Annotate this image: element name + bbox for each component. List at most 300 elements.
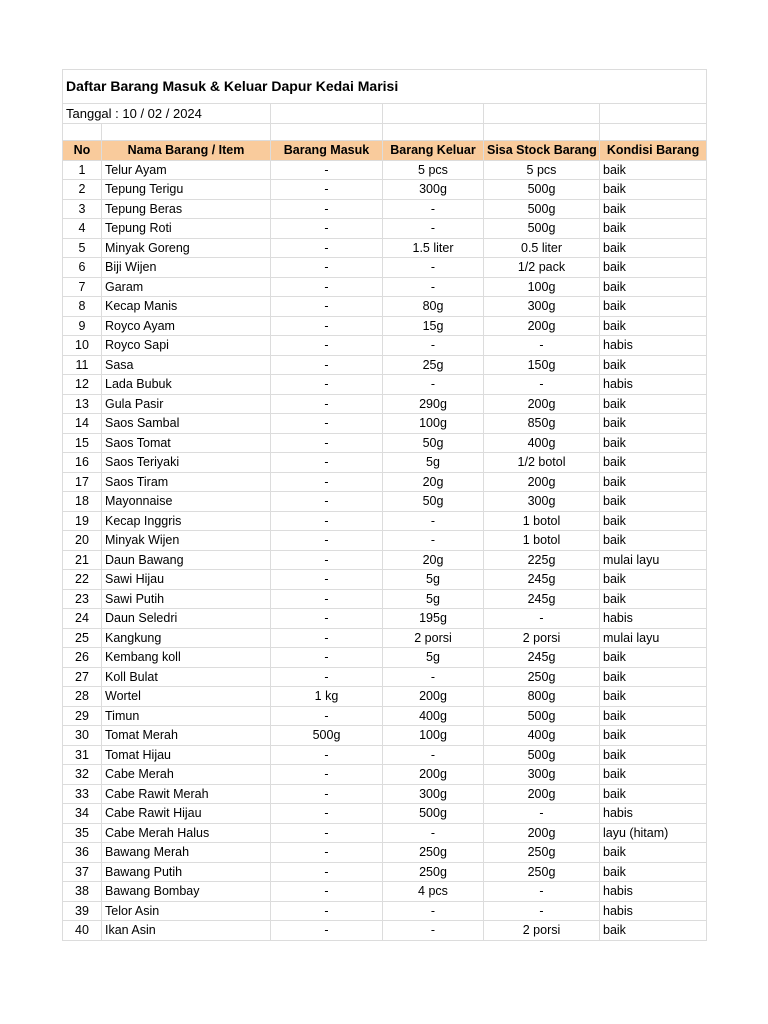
item-name-cell[interactable]: Daun Bawang bbox=[102, 550, 271, 570]
outgoing-cell[interactable]: 100g bbox=[383, 414, 484, 434]
table-row bbox=[63, 180, 707, 200]
outgoing-cell[interactable]: 5g bbox=[383, 570, 484, 590]
item-name-cell[interactable]: Saos Teriyaki bbox=[102, 453, 271, 473]
row-number-cell[interactable]: 33 bbox=[63, 784, 102, 804]
empty-cell[interactable] bbox=[383, 124, 484, 141]
row-number-cell[interactable]: 7 bbox=[63, 277, 102, 297]
incoming-cell[interactable]: - bbox=[271, 628, 383, 648]
outgoing-cell[interactable]: 5g bbox=[383, 648, 484, 668]
condition-cell[interactable]: baik bbox=[600, 843, 707, 863]
empty-cell[interactable] bbox=[484, 104, 600, 124]
remaining-stock-cell[interactable]: 500g bbox=[484, 219, 600, 239]
outgoing-cell[interactable]: 5g bbox=[383, 589, 484, 609]
incoming-cell[interactable]: - bbox=[271, 355, 383, 375]
row-number-cell[interactable]: 16 bbox=[63, 453, 102, 473]
row-number-cell[interactable]: 35 bbox=[63, 823, 102, 843]
incoming-cell[interactable]: - bbox=[271, 901, 383, 921]
row-number-cell[interactable]: 19 bbox=[63, 511, 102, 531]
outgoing-cell[interactable]: - bbox=[383, 745, 484, 765]
row-number-cell[interactable]: 17 bbox=[63, 472, 102, 492]
remaining-stock-cell[interactable]: 5 pcs bbox=[484, 160, 600, 180]
condition-cell[interactable]: baik bbox=[600, 238, 707, 258]
remaining-stock-cell[interactable]: - bbox=[484, 882, 600, 902]
column-header-item[interactable]: Nama Barang / Item bbox=[102, 141, 271, 161]
empty-cell[interactable] bbox=[63, 124, 102, 141]
table-row bbox=[63, 297, 707, 317]
table-row bbox=[63, 882, 707, 902]
item-name-cell[interactable]: Kembang koll bbox=[102, 648, 271, 668]
row-number-cell[interactable]: 24 bbox=[63, 609, 102, 629]
remaining-stock-cell[interactable]: 225g bbox=[484, 550, 600, 570]
condition-cell[interactable]: habis bbox=[600, 375, 707, 395]
row-number-cell[interactable]: 15 bbox=[63, 433, 102, 453]
remaining-stock-cell[interactable]: 2 porsi bbox=[484, 628, 600, 648]
condition-cell[interactable]: baik bbox=[600, 180, 707, 200]
remaining-stock-cell[interactable]: 300g bbox=[484, 492, 600, 512]
row-number-cell[interactable]: 21 bbox=[63, 550, 102, 570]
table-row bbox=[63, 492, 707, 512]
condition-cell[interactable]: baik bbox=[600, 355, 707, 375]
item-name-cell[interactable]: Tepung Terigu bbox=[102, 180, 271, 200]
item-name-cell[interactable]: Koll Bulat bbox=[102, 667, 271, 687]
item-name-cell[interactable]: Sasa bbox=[102, 355, 271, 375]
table-body bbox=[63, 160, 707, 940]
table-row bbox=[63, 336, 707, 356]
incoming-cell[interactable]: - bbox=[271, 258, 383, 278]
column-header-incoming[interactable]: Barang Masuk bbox=[271, 141, 383, 161]
condition-cell[interactable]: baik bbox=[600, 687, 707, 707]
condition-cell[interactable]: baik bbox=[600, 297, 707, 317]
empty-cell[interactable] bbox=[271, 124, 383, 141]
outgoing-cell[interactable]: 500g bbox=[383, 804, 484, 824]
outgoing-cell[interactable]: 250g bbox=[383, 843, 484, 863]
table-row bbox=[63, 433, 707, 453]
incoming-cell[interactable]: - bbox=[271, 297, 383, 317]
condition-cell[interactable]: baik bbox=[600, 433, 707, 453]
column-header-no[interactable]: No bbox=[63, 141, 102, 161]
condition-cell[interactable]: baik bbox=[600, 316, 707, 336]
remaining-stock-cell[interactable]: 400g bbox=[484, 726, 600, 746]
condition-cell[interactable]: baik bbox=[600, 277, 707, 297]
item-name-cell[interactable]: Royco Ayam bbox=[102, 316, 271, 336]
table-row bbox=[63, 648, 707, 668]
item-name-cell[interactable]: Telor Asin bbox=[102, 901, 271, 921]
condition-cell[interactable]: layu (hitam) bbox=[600, 823, 707, 843]
sheet-title[interactable]: Daftar Barang Masuk & Keluar Dapur Kedai Marisi bbox=[63, 70, 707, 104]
table-row bbox=[63, 745, 707, 765]
header-row bbox=[63, 141, 707, 161]
remaining-stock-cell[interactable]: 400g bbox=[484, 433, 600, 453]
condition-cell[interactable]: baik bbox=[600, 726, 707, 746]
incoming-cell[interactable]: - bbox=[271, 277, 383, 297]
item-name-cell[interactable]: Wortel bbox=[102, 687, 271, 707]
incoming-cell[interactable]: - bbox=[271, 433, 383, 453]
outgoing-cell[interactable]: 200g bbox=[383, 765, 484, 785]
row-number-cell[interactable]: 26 bbox=[63, 648, 102, 668]
outgoing-cell[interactable]: 80g bbox=[383, 297, 484, 317]
row-number-cell[interactable]: 39 bbox=[63, 901, 102, 921]
item-name-cell[interactable]: Timun bbox=[102, 706, 271, 726]
outgoing-cell[interactable]: - bbox=[383, 667, 484, 687]
table-row bbox=[63, 355, 707, 375]
item-name-cell[interactable]: Mayonnaise bbox=[102, 492, 271, 512]
incoming-cell[interactable]: - bbox=[271, 453, 383, 473]
incoming-cell[interactable]: - bbox=[271, 492, 383, 512]
row-number-cell[interactable]: 36 bbox=[63, 843, 102, 863]
remaining-stock-cell[interactable]: 300g bbox=[484, 297, 600, 317]
remaining-stock-cell[interactable]: 250g bbox=[484, 843, 600, 863]
row-number-cell[interactable]: 25 bbox=[63, 628, 102, 648]
table-row bbox=[63, 667, 707, 687]
condition-cell[interactable]: baik bbox=[600, 199, 707, 219]
condition-cell[interactable]: baik bbox=[600, 531, 707, 551]
incoming-cell[interactable]: - bbox=[271, 862, 383, 882]
condition-cell[interactable]: baik bbox=[600, 258, 707, 278]
condition-cell[interactable]: baik bbox=[600, 219, 707, 239]
row-number-cell[interactable]: 37 bbox=[63, 862, 102, 882]
condition-cell[interactable]: baik bbox=[600, 648, 707, 668]
table-row bbox=[63, 921, 707, 941]
item-name-cell[interactable]: Royco Sapi bbox=[102, 336, 271, 356]
outgoing-cell[interactable]: 20g bbox=[383, 472, 484, 492]
row-number-cell[interactable]: 14 bbox=[63, 414, 102, 434]
condition-cell[interactable]: baik bbox=[600, 765, 707, 785]
condition-cell[interactable]: baik bbox=[600, 921, 707, 941]
incoming-cell[interactable]: - bbox=[271, 609, 383, 629]
remaining-stock-cell[interactable]: 150g bbox=[484, 355, 600, 375]
item-name-cell[interactable]: Tepung Roti bbox=[102, 219, 271, 239]
item-name-cell[interactable]: Saos Tiram bbox=[102, 472, 271, 492]
remaining-stock-cell[interactable]: 100g bbox=[484, 277, 600, 297]
condition-cell[interactable]: baik bbox=[600, 570, 707, 590]
remaining-stock-cell[interactable]: 200g bbox=[484, 784, 600, 804]
row-number-cell[interactable]: 4 bbox=[63, 219, 102, 239]
remaining-stock-cell[interactable]: - bbox=[484, 804, 600, 824]
outgoing-cell[interactable]: 5 pcs bbox=[383, 160, 484, 180]
outgoing-cell[interactable]: 300g bbox=[383, 180, 484, 200]
condition-cell[interactable]: baik bbox=[600, 784, 707, 804]
remaining-stock-cell[interactable]: 850g bbox=[484, 414, 600, 434]
row-number-cell[interactable]: 30 bbox=[63, 726, 102, 746]
outgoing-cell[interactable]: 15g bbox=[383, 316, 484, 336]
outgoing-cell[interactable]: - bbox=[383, 336, 484, 356]
table-row bbox=[63, 784, 707, 804]
item-name-cell[interactable]: Ikan Asin bbox=[102, 921, 271, 941]
incoming-cell[interactable]: - bbox=[271, 550, 383, 570]
row-number-cell[interactable]: 22 bbox=[63, 570, 102, 590]
outgoing-cell[interactable]: 50g bbox=[383, 433, 484, 453]
item-name-cell[interactable]: Daun Seledri bbox=[102, 609, 271, 629]
remaining-stock-cell[interactable]: 0.5 liter bbox=[484, 238, 600, 258]
item-name-cell[interactable]: Tepung Beras bbox=[102, 199, 271, 219]
row-number-cell[interactable]: 38 bbox=[63, 882, 102, 902]
outgoing-cell[interactable]: 2 porsi bbox=[383, 628, 484, 648]
item-name-cell[interactable]: Cabe Rawit Merah bbox=[102, 784, 271, 804]
row-number-cell[interactable]: 8 bbox=[63, 297, 102, 317]
condition-cell[interactable]: mulai layu bbox=[600, 550, 707, 570]
table-row bbox=[63, 511, 707, 531]
outgoing-cell[interactable]: - bbox=[383, 277, 484, 297]
item-name-cell[interactable]: Gula Pasir bbox=[102, 394, 271, 414]
item-name-cell[interactable]: Saos Tomat bbox=[102, 433, 271, 453]
incoming-cell[interactable]: - bbox=[271, 921, 383, 941]
outgoing-cell[interactable]: 20g bbox=[383, 550, 484, 570]
column-header-condition[interactable]: Kondisi Barang bbox=[600, 141, 707, 161]
inventory-table bbox=[62, 69, 707, 941]
remaining-stock-cell[interactable]: 500g bbox=[484, 180, 600, 200]
condition-cell[interactable]: baik bbox=[600, 472, 707, 492]
table-row bbox=[63, 550, 707, 570]
table-row bbox=[63, 414, 707, 434]
condition-cell[interactable]: baik bbox=[600, 862, 707, 882]
remaining-stock-cell[interactable]: 1/2 botol bbox=[484, 453, 600, 473]
outgoing-cell[interactable]: - bbox=[383, 531, 484, 551]
incoming-cell[interactable]: - bbox=[271, 784, 383, 804]
incoming-cell[interactable]: - bbox=[271, 648, 383, 668]
remaining-stock-cell[interactable]: 250g bbox=[484, 862, 600, 882]
row-number-cell[interactable]: 1 bbox=[63, 160, 102, 180]
remaining-stock-cell[interactable]: - bbox=[484, 609, 600, 629]
remaining-stock-cell[interactable]: - bbox=[484, 375, 600, 395]
item-name-cell[interactable]: Garam bbox=[102, 277, 271, 297]
outgoing-cell[interactable]: 300g bbox=[383, 784, 484, 804]
empty-cell[interactable] bbox=[383, 104, 484, 124]
incoming-cell[interactable]: - bbox=[271, 316, 383, 336]
condition-cell[interactable]: baik bbox=[600, 706, 707, 726]
outgoing-cell[interactable]: 25g bbox=[383, 355, 484, 375]
row-number-cell[interactable]: 28 bbox=[63, 687, 102, 707]
outgoing-cell[interactable]: 195g bbox=[383, 609, 484, 629]
item-name-cell[interactable]: Bawang Merah bbox=[102, 843, 271, 863]
row-number-cell[interactable]: 3 bbox=[63, 199, 102, 219]
incoming-cell[interactable]: - bbox=[271, 589, 383, 609]
row-number-cell[interactable]: 6 bbox=[63, 258, 102, 278]
remaining-stock-cell[interactable]: - bbox=[484, 336, 600, 356]
condition-cell[interactable]: mulai layu bbox=[600, 628, 707, 648]
outgoing-cell[interactable]: 100g bbox=[383, 726, 484, 746]
condition-cell[interactable]: baik bbox=[600, 745, 707, 765]
outgoing-cell[interactable]: 4 pcs bbox=[383, 882, 484, 902]
outgoing-cell[interactable]: - bbox=[383, 823, 484, 843]
outgoing-cell[interactable]: - bbox=[383, 219, 484, 239]
item-name-cell[interactable]: Tomat Hijau bbox=[102, 745, 271, 765]
remaining-stock-cell[interactable]: 250g bbox=[484, 667, 600, 687]
remaining-stock-cell[interactable]: 200g bbox=[484, 316, 600, 336]
incoming-cell[interactable]: - bbox=[271, 823, 383, 843]
row-number-cell[interactable]: 34 bbox=[63, 804, 102, 824]
table-row bbox=[63, 862, 707, 882]
incoming-cell[interactable]: - bbox=[271, 843, 383, 863]
table-row bbox=[63, 570, 707, 590]
row-number-cell[interactable]: 18 bbox=[63, 492, 102, 512]
row-number-cell[interactable]: 9 bbox=[63, 316, 102, 336]
remaining-stock-cell[interactable]: 200g bbox=[484, 472, 600, 492]
empty-cell[interactable] bbox=[600, 104, 707, 124]
item-name-cell[interactable]: Saos Sambal bbox=[102, 414, 271, 434]
remaining-stock-cell[interactable]: 2 porsi bbox=[484, 921, 600, 941]
table-row bbox=[63, 726, 707, 746]
incoming-cell[interactable]: - bbox=[271, 336, 383, 356]
outgoing-cell[interactable]: 200g bbox=[383, 687, 484, 707]
incoming-cell[interactable]: - bbox=[271, 511, 383, 531]
item-name-cell[interactable]: Tomat Merah bbox=[102, 726, 271, 746]
outgoing-cell[interactable]: - bbox=[383, 375, 484, 395]
condition-cell[interactable]: baik bbox=[600, 414, 707, 434]
item-name-cell[interactable]: Kangkung bbox=[102, 628, 271, 648]
row-number-cell[interactable]: 27 bbox=[63, 667, 102, 687]
outgoing-cell[interactable]: 250g bbox=[383, 862, 484, 882]
column-header-outgoing[interactable]: Barang Keluar bbox=[383, 141, 484, 161]
table-row bbox=[63, 394, 707, 414]
outgoing-cell[interactable]: 290g bbox=[383, 394, 484, 414]
outgoing-cell[interactable]: - bbox=[383, 258, 484, 278]
remaining-stock-cell[interactable]: 245g bbox=[484, 648, 600, 668]
item-name-cell[interactable]: Cabe Rawit Hijau bbox=[102, 804, 271, 824]
incoming-cell[interactable]: - bbox=[271, 160, 383, 180]
blank-row bbox=[63, 124, 707, 141]
empty-cell[interactable] bbox=[271, 104, 383, 124]
item-name-cell[interactable]: Cabe Merah bbox=[102, 765, 271, 785]
row-number-cell[interactable]: 32 bbox=[63, 765, 102, 785]
incoming-cell[interactable]: - bbox=[271, 414, 383, 434]
date-label[interactable]: Tanggal : 10 / 02 / 2024 bbox=[63, 104, 271, 124]
remaining-stock-cell[interactable]: 1 botol bbox=[484, 511, 600, 531]
item-name-cell[interactable]: Bawang Putih bbox=[102, 862, 271, 882]
table-row bbox=[63, 687, 707, 707]
row-number-cell[interactable]: 2 bbox=[63, 180, 102, 200]
row-number-cell[interactable]: 11 bbox=[63, 355, 102, 375]
condition-cell[interactable]: habis bbox=[600, 609, 707, 629]
incoming-cell[interactable]: - bbox=[271, 394, 383, 414]
item-name-cell[interactable]: Kecap Inggris bbox=[102, 511, 271, 531]
incoming-cell[interactable]: 1 kg bbox=[271, 687, 383, 707]
table-row bbox=[63, 219, 707, 239]
condition-cell[interactable]: habis bbox=[600, 804, 707, 824]
outgoing-cell[interactable]: - bbox=[383, 199, 484, 219]
table-row bbox=[63, 316, 707, 336]
row-number-cell[interactable]: 31 bbox=[63, 745, 102, 765]
incoming-cell[interactable]: - bbox=[271, 804, 383, 824]
outgoing-cell[interactable]: - bbox=[383, 901, 484, 921]
spreadsheet bbox=[62, 69, 706, 941]
item-name-cell[interactable]: Sawi Hijau bbox=[102, 570, 271, 590]
condition-cell[interactable]: baik bbox=[600, 160, 707, 180]
remaining-stock-cell[interactable]: 500g bbox=[484, 706, 600, 726]
table-row bbox=[63, 258, 707, 278]
incoming-cell[interactable]: - bbox=[271, 706, 383, 726]
table-row bbox=[63, 706, 707, 726]
outgoing-cell[interactable]: - bbox=[383, 921, 484, 941]
empty-cell[interactable] bbox=[102, 124, 271, 141]
outgoing-cell[interactable]: 1.5 liter bbox=[383, 238, 484, 258]
table-row bbox=[63, 823, 707, 843]
condition-cell[interactable]: habis bbox=[600, 882, 707, 902]
incoming-cell[interactable]: - bbox=[271, 531, 383, 551]
row-number-cell[interactable]: 10 bbox=[63, 336, 102, 356]
title-row bbox=[63, 70, 707, 104]
remaining-stock-cell[interactable]: 245g bbox=[484, 589, 600, 609]
table-row bbox=[63, 609, 707, 629]
remaining-stock-cell[interactable]: - bbox=[484, 901, 600, 921]
empty-cell[interactable] bbox=[600, 124, 707, 141]
incoming-cell[interactable]: - bbox=[271, 219, 383, 239]
row-number-cell[interactable]: 12 bbox=[63, 375, 102, 395]
condition-cell[interactable]: baik bbox=[600, 453, 707, 473]
condition-cell[interactable]: baik bbox=[600, 589, 707, 609]
row-number-cell[interactable]: 29 bbox=[63, 706, 102, 726]
condition-cell[interactable]: habis bbox=[600, 336, 707, 356]
item-name-cell[interactable]: Lada Bubuk bbox=[102, 375, 271, 395]
date-row bbox=[63, 104, 707, 124]
remaining-stock-cell[interactable]: 500g bbox=[484, 745, 600, 765]
table-row bbox=[63, 472, 707, 492]
incoming-cell[interactable]: - bbox=[271, 570, 383, 590]
table-row bbox=[63, 589, 707, 609]
incoming-cell[interactable]: - bbox=[271, 667, 383, 687]
outgoing-cell[interactable]: 400g bbox=[383, 706, 484, 726]
table-row bbox=[63, 628, 707, 648]
remaining-stock-cell[interactable]: 300g bbox=[484, 765, 600, 785]
condition-cell[interactable]: baik bbox=[600, 394, 707, 414]
incoming-cell[interactable]: 500g bbox=[271, 726, 383, 746]
row-number-cell[interactable]: 13 bbox=[63, 394, 102, 414]
remaining-stock-cell[interactable]: 245g bbox=[484, 570, 600, 590]
remaining-stock-cell[interactable]: 1/2 pack bbox=[484, 258, 600, 278]
incoming-cell[interactable]: - bbox=[271, 238, 383, 258]
incoming-cell[interactable]: - bbox=[271, 765, 383, 785]
item-name-cell[interactable]: Telur Ayam bbox=[102, 160, 271, 180]
row-number-cell[interactable]: 20 bbox=[63, 531, 102, 551]
incoming-cell[interactable]: - bbox=[271, 199, 383, 219]
row-number-cell[interactable]: 40 bbox=[63, 921, 102, 941]
item-name-cell[interactable]: Cabe Merah Halus bbox=[102, 823, 271, 843]
remaining-stock-cell[interactable]: 500g bbox=[484, 199, 600, 219]
remaining-stock-cell[interactable]: 200g bbox=[484, 394, 600, 414]
item-name-cell[interactable]: Sawi Putih bbox=[102, 589, 271, 609]
table-row bbox=[63, 901, 707, 921]
incoming-cell[interactable]: - bbox=[271, 745, 383, 765]
incoming-cell[interactable]: - bbox=[271, 472, 383, 492]
outgoing-cell[interactable]: - bbox=[383, 511, 484, 531]
condition-cell[interactable]: baik bbox=[600, 492, 707, 512]
column-header-remaining-stock[interactable]: Sisa Stock Barang bbox=[484, 141, 600, 161]
item-name-cell[interactable]: Kecap Manis bbox=[102, 297, 271, 317]
condition-cell[interactable]: baik bbox=[600, 511, 707, 531]
table-row bbox=[63, 804, 707, 824]
table-row bbox=[63, 375, 707, 395]
table-row bbox=[63, 765, 707, 785]
remaining-stock-cell[interactable]: 1 botol bbox=[484, 531, 600, 551]
remaining-stock-cell[interactable]: 800g bbox=[484, 687, 600, 707]
incoming-cell[interactable]: - bbox=[271, 180, 383, 200]
remaining-stock-cell[interactable]: 200g bbox=[484, 823, 600, 843]
incoming-cell[interactable]: - bbox=[271, 882, 383, 902]
item-name-cell[interactable]: Minyak Wijen bbox=[102, 531, 271, 551]
incoming-cell[interactable]: - bbox=[271, 375, 383, 395]
table-row bbox=[63, 277, 707, 297]
item-name-cell[interactable]: Minyak Goreng bbox=[102, 238, 271, 258]
table-row bbox=[63, 453, 707, 473]
empty-cell[interactable] bbox=[484, 124, 600, 141]
outgoing-cell[interactable]: 5g bbox=[383, 453, 484, 473]
condition-cell[interactable]: baik bbox=[600, 667, 707, 687]
item-name-cell[interactable]: Bawang Bombay bbox=[102, 882, 271, 902]
row-number-cell[interactable]: 23 bbox=[63, 589, 102, 609]
condition-cell[interactable]: habis bbox=[600, 901, 707, 921]
item-name-cell[interactable]: Biji Wijen bbox=[102, 258, 271, 278]
row-number-cell[interactable]: 5 bbox=[63, 238, 102, 258]
outgoing-cell[interactable]: 50g bbox=[383, 492, 484, 512]
